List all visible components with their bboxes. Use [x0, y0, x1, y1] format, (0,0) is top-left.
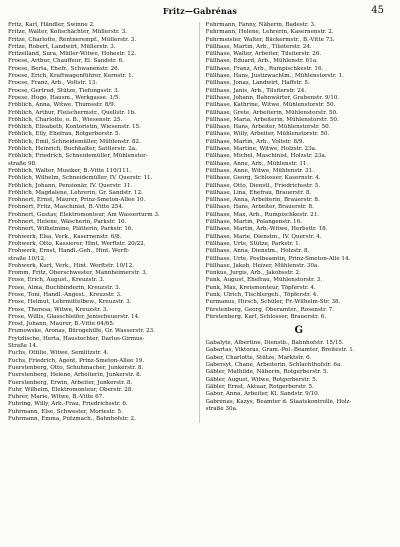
- directory-entry: Fürstenberg, Karl, Schlosser, Brauerstr. 6.: [205, 313, 327, 320]
- directory-entry: Frose, Willis, Glasschleifer, Jenischeuerstr. 14.: [8, 313, 140, 320]
- directory-entry: Frohwerk, Ernst, Handl.-Geh., Hint. Werft-: [8, 248, 130, 255]
- directory-entry: Fuerstenberg, Otto, Schuhmacher, Junkerstr. 8.: [8, 364, 144, 371]
- directory-entry: Fuhrmann, Helene, Lehrerin, Kasernenstr. 2.: [205, 29, 334, 36]
- left-column: [8, 22, 200, 423]
- directory-entry: Füllhase, Otto, Dienstl., Friedrichsstr. 5.: [205, 182, 321, 189]
- directory-entry: Gabrénas, Kazys, Beamter d. Staatskontrolle, Holz-: [205, 398, 352, 405]
- directory-entry: Fuhrmann, Fanny, Näherin, Badestr. 3.: [205, 22, 316, 28]
- directory-entry: Fröhlich, Elisabeth, Kontoristin, Wiesenstr. 15.: [8, 124, 141, 131]
- directory-entry: Fromm, Fritz, Oberschwester, Mannheimerstr. 3.: [8, 270, 148, 277]
- directory-entry: Füllhase, Hans, Justizwachtm., Mühlenstorstr. 1.: [205, 73, 344, 80]
- directory-entry: Frose, Erich, August., Kreuzstr. 3.: [8, 277, 105, 284]
- directory-entry: Füllhase, Johann, Bahnwärter, Grabenstr. 9/10.: [205, 94, 340, 101]
- directory-entry: Fuhrmann, Else, Schwester, Mortestr. 5.: [8, 408, 123, 415]
- directory-entry: Füllhase, Willy, Arbeiter, Mühlenstorstr. 50.: [205, 131, 330, 138]
- directory-entry: Fröhlich, Magdalene, Lehrerin, Gr. Sandstr. 12.: [8, 189, 143, 196]
- directory-entry: Füllhase, Lina, Ehefrau, Brauerstr. 8.: [205, 189, 312, 196]
- directory-entry: Frost, Johann, Maurer, B.-Vitte 64/65.: [8, 321, 115, 328]
- directory-entry: Gabalyté, Albertine, Dienstb., Bahnhofstr. 15/15.: [205, 340, 344, 347]
- directory-entry: Füllhase, Marie, Dienstm., IV. Querstr. 4.: [205, 233, 322, 240]
- directory-entry: Frohwerk, Otto, Kassierer, Hint. Werftstr. 20/22.: [8, 240, 146, 247]
- directory-entry: straße 98.: [8, 160, 37, 167]
- directory-entry: Froese, Berta, Ehefr., Schwanenstr. 26.: [8, 65, 120, 72]
- directory-entry: Fuhrmann, Emma, Putzmach., Bahnhofstr. 2.: [8, 416, 136, 423]
- directory-entry: Frohnert, Helene, Wäscherin, Parkstr. 16.: [8, 219, 127, 226]
- columns: [8, 22, 392, 423]
- directory-entry: Füllhase, Urte, Stütze, Parkstr. 1.: [205, 240, 301, 247]
- directory-entry: Frohnert, Gustav, Elektromonteur, Am Wasserturm 3.: [8, 211, 160, 218]
- running-head: Fritz—Gabrénas: [162, 6, 238, 16]
- directory-entry: Froese, Arthur, Chauffeur, El. Sandstr. 6.: [8, 58, 124, 65]
- directory-entry: Fröhlich, Elly, Ehefrau, Rotgerberstr. 5.: [8, 131, 121, 138]
- directory-entry: Fuhr, Wilhelm, Elektromonteur, Oberstr. 28.: [8, 386, 134, 393]
- directory-entry: straße 10/12.: [8, 255, 46, 262]
- directory-entry: Gäbler, Ernst, Aktuar, Rotgerberstr. 5.: [205, 383, 314, 390]
- directory-entry: Fuerstenberg, Erwin, Arbeiter, Junkerstr. 8.: [8, 379, 133, 386]
- directory-entry: Furmanus, Hirsch, Schüler, Fr.-Wilhelm-Str. 38.: [205, 299, 341, 306]
- directory-entry: Fuhrer, Marie, Witwe, B.-Vitte 67.: [8, 394, 105, 401]
- right-column-entries-g: [206, 340, 393, 413]
- directory-entry: straße 30a.: [205, 405, 238, 412]
- directory-entry: Füllhase, Grete, Arbeiterin, Mühlenstorstr. 50.: [205, 109, 338, 116]
- directory-entry: Fröhlich, Anna, Witwe, Thumsstr. 8/9.: [8, 102, 116, 109]
- directory-entry: Füllhase, Hans, Arbeiter, Brauerstr. 8.: [205, 204, 314, 211]
- directory-entry: Fürstenberg, Georg, Oberamtsr., Rosenstr. 7.: [205, 306, 335, 313]
- directory-entry: Fröhlich, Walter, Musiker, B.-Vitte 110/111.: [8, 167, 131, 174]
- directory-entry: Fröhlich, Emil, Schneidemüller, Mühlenstr. 82.: [8, 138, 141, 145]
- directory-entry: Frose, Theresa, Witwe, Kreuzstr. 3.: [8, 306, 109, 313]
- directory-entry: Gabor, Anna, Arbeiter, Kl. Sandstr. 9/10.: [205, 391, 320, 398]
- directory-entry: Füllhase, Walter, Arbeiter, Tilsiterstr. 26.: [205, 51, 322, 58]
- directory-entry: Frumowske, Aronas, Bürogehilfe, Gr. Wasserstr. 23.: [8, 328, 155, 335]
- directory-entry: Funk, Ulrich, Tischlergeh., Töpferstr. 4.: [205, 291, 319, 298]
- directory-entry: Fuhring, Willy, Arb.-Frau, Friedrichsstr. 6.: [8, 401, 128, 408]
- right-column: [206, 22, 393, 423]
- directory-entry: Straße 14.: [8, 343, 38, 350]
- directory-entry: Gabartas, Viktoras, Gram.-Pol.-Beamter, Breitestr. 1.: [205, 347, 355, 354]
- directory-entry: Fröhlich, Friedrich, Schneidemüller, Mühlenstor-: [8, 153, 148, 160]
- directory-entry: Frohnert, Wilhelmine, Plätterin, Parkstr. 16.: [8, 226, 134, 233]
- directory-entry: Füllhase, Eduard, Arb., Mühlenstr. 61a.: [205, 58, 318, 65]
- directory-entry: Funk, August, Ehefrau, Mühlenstorstr. 3.: [205, 277, 323, 284]
- directory-entry: Fritze, Charlotte, Rentnerempf., Müllerstr. 3.: [8, 36, 137, 43]
- directory-entry: Füllhase, Michel, Maschinist, Holzstr. 23a.: [205, 153, 327, 160]
- right-column-entries-f: [206, 22, 393, 321]
- directory-entry: Fritzelland, Sura, Müller-Witwe, Hohestr. 12.: [8, 51, 137, 58]
- directory-entry: Füllhase, Anne, Arb., Mühlenstr. 11.: [205, 160, 309, 167]
- directory-entry: Froese, Erich, Kraftwagenführer, Kernstr. 1.: [8, 73, 134, 80]
- directory-entry: Froese, Franz, Arb., Voltstr. 13.: [8, 80, 98, 87]
- directory-entry: Füllhase, Martin, Arb., Tilsiterstr. 24.: [205, 43, 312, 50]
- directory-entry: Fuchs, Friedrich, Agent, Prinz-Smeton-Allee 19.: [8, 357, 145, 364]
- directory-entry: Gäbler, August, Witwe, Rotgerberstr. 5.: [205, 376, 318, 383]
- directory-entry: Füllhase, Jonas, Landwirt, Haffstr. 5.: [205, 80, 310, 87]
- directory-entry: Füllhase, Maria, Arbeiterin, Mühlenstorstr. 50.: [205, 116, 339, 123]
- directory-entry: Füllhase, Jakob, Heizer, Mühlenstr. 30a.: [205, 262, 320, 269]
- directory-entry: Füllhase, Max, Arb., Rumpischkestr. 21.: [205, 211, 320, 218]
- section-letter: G: [294, 325, 304, 337]
- directory-entry: Fröhlich, Wilhelm, Schneidemüller, IV. Querstr. 11.: [8, 175, 153, 182]
- directory-entry: Frose, Helmut, Lehrmittelbew., Kreuzstr. 3.: [8, 299, 132, 306]
- directory-entry: Füllhase, Martin, Arb.-Witwe, Herbsttr. 18.: [205, 226, 328, 233]
- directory-entry: Fuerstenberg, Helene, Arbeiterin, Junkerstr. 8.: [8, 372, 142, 379]
- directory-entry: Fritz, Karl, Händler, Swinne 2.: [8, 22, 95, 28]
- directory-entry: Füllhase, Martin, Arb., Voltstr. 8/9.: [205, 138, 305, 145]
- directory-entry: Füllhase, Anna, Dienstm., Holzstr. 8.: [205, 248, 310, 255]
- directory-entry: Gabersyt, Chané, Arbeiterin, Schlachthofstr. 6a.: [205, 362, 343, 369]
- directory-entry: Füllhase, Martin, Polangenstr. 16.: [205, 219, 302, 226]
- directory-entry: Fritze, Robert, Landwirt, Müllerstr. 3.: [8, 43, 116, 50]
- directory-entry: Füllhase, Urte, Postbeamtin, Prinz-Smeton-Alle 14.: [205, 255, 351, 262]
- directory-entry: Froese, Hugo, Hausm., Werkgasse. 1/5.: [8, 94, 121, 101]
- directory-entry: Frytzlische, Herta, Haustochter, Darlus-Girmus-: [8, 335, 145, 342]
- directory-entry: Füllhase, Anne, Witwe, Mühlenstr. 31.: [205, 167, 314, 174]
- directory-entry: Füllhase, Martine, Witwe, Holzstr. 23a.: [205, 146, 317, 153]
- directory-entry: Fuhrmeister, Walter, Bäckermstr., B.-Vitte 73.: [205, 36, 335, 43]
- directory-entry: Frose, Alma, Buchbinderin, Kreuzstr. 3.: [8, 284, 121, 291]
- directory-entry: Froese, Gertrud, Stütze, Tiefungsstr. 3.: [8, 87, 120, 94]
- directory-entry: Funkus, Jurgis, Arb., Jakobsstr. 2.: [205, 270, 301, 277]
- directory-entry: Frohwerk, Elsa, Verk., Kasernenstr. 6/8.: [8, 233, 122, 240]
- directory-entry: Fröhlich, Heinrich, Buchhalter, Sattlerstr. 2a.: [8, 146, 137, 153]
- directory-entry: Füllhase, Janis, Arb., Tilsiterstr. 24.: [205, 87, 307, 94]
- directory-entry: Fritze, Walter, Kofischächter, Müllerstr. 3.: [8, 29, 127, 36]
- directory-entry: Füllhase, Hans, Arbeiter, Mühlenstorstr. 50.: [205, 124, 331, 131]
- page-header: [8, 6, 392, 20]
- directory-entry: Fröhlich, Arthur, Fleischermstr., Quellstr. 1b.: [8, 109, 137, 116]
- directory-entry: Fröhlich, Johann, Pensionär, IV. Querstr. 11.: [8, 182, 133, 189]
- directory-entry: Gaber, Charlotte, Stütze, Marktstr. 6.: [205, 354, 312, 361]
- directory-entry: Frohwerk, Kurt, Verk., Hint. Werftstr. 10/12.: [8, 262, 134, 269]
- directory-entry: Füllhase, Georg, Schlosser, Kasernstr. 4.: [205, 175, 321, 182]
- directory-entry: Füllhase, Kathrine, Witwe, Mühlenstorstr. 50.: [205, 102, 336, 109]
- page-number: 45: [371, 5, 384, 16]
- directory-entry: Frohnert, Fritz, Maschinist, B.-Vitte 254.: [8, 204, 124, 211]
- directory-entry: Frose, Toni, Handl.-Angest., Kreuzstr. 3.: [8, 291, 122, 298]
- directory-entry: Frohnert, Ernst, Maurer, Prinz-Smeton-Allee 10.: [8, 197, 146, 204]
- directory-entry: Gäbler, Mathilde, Näherin, Rotgerberstr. 5.: [205, 369, 329, 376]
- directory-entry: Füllhase, Franz, Arb., Rumpischkestr. 16.: [205, 65, 324, 72]
- directory-entry: Fuchs, Ottilie, Witwe, Semlitzstr. 4.: [8, 350, 109, 357]
- directory-entry: Fröhlich, Charlotte, o. B., Wiesenstr. 25.: [8, 116, 123, 123]
- directory-entry: Füllhase, Anna, Arbeiterin, Brauerstr. 8.: [205, 197, 320, 204]
- directory-entry: Funk, Max, Kreismonteur, Töpferstr. 4.: [205, 284, 316, 291]
